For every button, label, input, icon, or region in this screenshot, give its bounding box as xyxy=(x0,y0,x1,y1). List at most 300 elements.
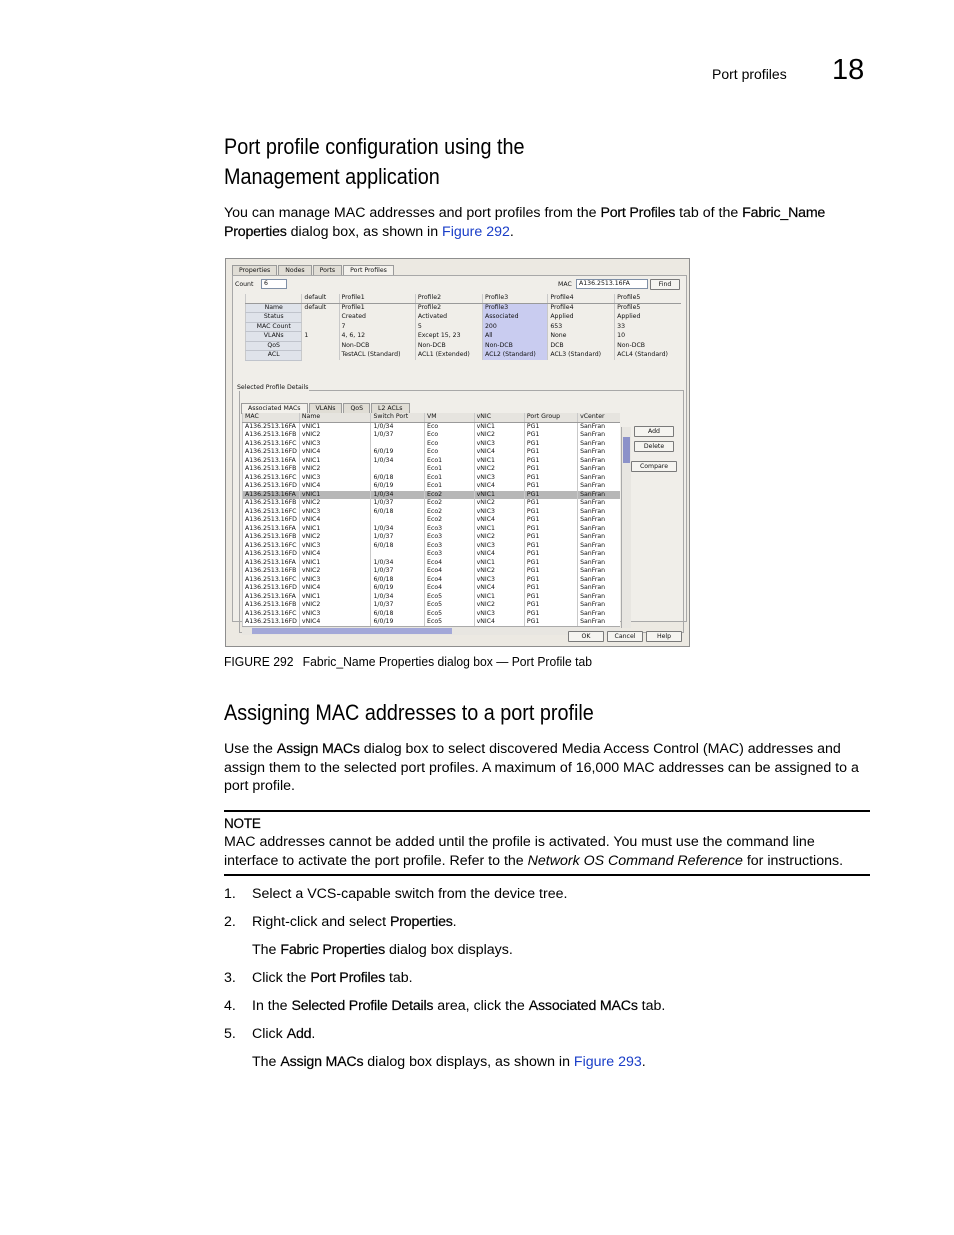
mac-cell: vNIC4 xyxy=(299,550,371,559)
step-3-number: 3. xyxy=(224,970,236,986)
profile-cell: TestACL (Standard) xyxy=(339,351,415,361)
mac-cell: 6/0/19 xyxy=(371,584,425,593)
mac-cell: SanFran xyxy=(578,491,620,500)
mac-table-row[interactable] xyxy=(243,482,621,491)
mac-cell: vNIC1 xyxy=(474,559,524,568)
mac-cell: 1/0/37 xyxy=(371,601,425,610)
assign-macs-paragraph xyxy=(224,740,870,796)
selected-profile-details-label: Selected Profile Details xyxy=(237,384,309,391)
mac-cell: A136.2513.16FC xyxy=(243,474,300,483)
text-run: tab of the xyxy=(675,205,743,221)
mac-cell: A136.2513.16FD xyxy=(243,482,300,491)
mac-cell: 1/0/34 xyxy=(371,559,425,568)
mac-cell: vNIC1 xyxy=(474,491,524,500)
text-run: tab. xyxy=(637,998,666,1014)
mac-cell: PG1 xyxy=(524,465,577,474)
mac-table-row[interactable] xyxy=(243,542,621,551)
mac-cell: Eco2 xyxy=(425,491,475,500)
mac-table-vertical-scrollbar[interactable] xyxy=(621,427,631,628)
mac-label: MAC xyxy=(558,281,572,288)
step-4-text xyxy=(252,997,665,1015)
mac-cell: A136.2513.16FC xyxy=(243,542,300,551)
mac-cell: Eco3 xyxy=(425,542,475,551)
profile-column-header[interactable] xyxy=(246,294,302,303)
mac-cell: vNIC2 xyxy=(474,431,524,440)
figure-292-link[interactable]: Figure 292 xyxy=(442,223,510,240)
profile-cell: ACL3 (Standard) xyxy=(548,351,615,361)
mac-cell: PG1 xyxy=(524,542,577,551)
profile-column-header[interactable]: Profile2 xyxy=(415,294,482,303)
mac-table-row[interactable] xyxy=(243,593,621,602)
text-run: Use the xyxy=(224,741,277,757)
mac-table-header xyxy=(243,413,621,422)
mac-cell: SanFran xyxy=(578,516,620,525)
mac-cell: PG1 xyxy=(524,618,577,627)
mac-table-row[interactable] xyxy=(243,559,621,568)
mac-cell: A136.2513.16FC xyxy=(243,508,300,517)
profile-cell xyxy=(302,322,339,332)
mac-cell: A136.2513.16FB xyxy=(243,499,300,508)
step-5-text xyxy=(252,1025,315,1043)
mac-cell: vNIC4 xyxy=(299,584,371,593)
mac-cell: 1/0/34 xyxy=(371,491,425,500)
mac-table-row[interactable] xyxy=(243,584,621,593)
ui-term: Port Profiles xyxy=(310,970,386,986)
section-heading-assigning-mac: Assigning MAC addresses to a port profile xyxy=(224,700,594,725)
mac-cell: SanFran xyxy=(578,508,620,517)
step-1-text: Select a VCS-capable switch from the device tree. xyxy=(252,886,568,902)
text-run: . xyxy=(641,1054,646,1070)
mac-cell: 1/0/34 xyxy=(371,593,425,602)
mac-table-row[interactable] xyxy=(243,440,621,449)
text-run: The xyxy=(252,1054,281,1070)
profile-cell: Profile2 xyxy=(415,303,482,313)
mac-cell xyxy=(371,465,425,474)
mac-cell: A136.2513.16FB xyxy=(243,465,300,474)
mac-cell: vNIC3 xyxy=(299,474,371,483)
mac-table-row[interactable] xyxy=(243,550,621,559)
cancel-button[interactable]: Cancel xyxy=(607,631,643,642)
text-run: Click the xyxy=(252,970,311,986)
ui-term: Fabric_Name xyxy=(742,205,826,221)
profile-table-row[interactable] xyxy=(246,313,682,323)
mac-cell: SanFran xyxy=(578,559,620,568)
profile-table xyxy=(245,294,681,361)
figure-caption xyxy=(224,654,592,669)
find-button[interactable]: Find xyxy=(650,279,680,290)
mac-cell: 1/0/37 xyxy=(371,499,425,508)
mac-cell: vNIC3 xyxy=(474,508,524,517)
mac-cell: vNIC1 xyxy=(474,457,524,466)
mac-table-row[interactable] xyxy=(243,610,621,619)
tab-nodes[interactable]: Nodes xyxy=(278,265,311,275)
profile-cell: Non-DCB xyxy=(482,341,547,351)
help-button[interactable]: Help xyxy=(646,631,682,642)
mac-cell: A136.2513.16FD xyxy=(243,516,300,525)
text-run: . xyxy=(311,1026,316,1042)
mac-cell: PG1 xyxy=(524,550,577,559)
mac-cell: Eco5 xyxy=(425,593,475,602)
mac-cell: A136.2513.16FD xyxy=(243,618,300,627)
mac-cell: 6/0/18 xyxy=(371,610,425,619)
mac-cell: SanFran xyxy=(578,542,620,551)
note-top-rule xyxy=(224,810,870,812)
chapter-number: 18 xyxy=(832,54,865,86)
mac-cell: PG1 xyxy=(524,516,577,525)
mac-cell xyxy=(371,516,425,525)
mac-cell: PG1 xyxy=(524,440,577,449)
section-heading-port-profile-config xyxy=(224,132,524,192)
tab-properties[interactable]: Properties xyxy=(232,265,277,275)
mac-cell: A136.2513.16FB xyxy=(243,533,300,542)
mac-cell: vNIC1 xyxy=(299,525,371,534)
mac-cell: SanFran xyxy=(578,533,620,542)
profile-table-header xyxy=(246,294,682,303)
profile-cell: All xyxy=(482,332,547,342)
mac-cell: vNIC2 xyxy=(299,601,371,610)
mac-cell: Eco3 xyxy=(425,533,475,542)
profile-row-label: QoS xyxy=(246,341,302,351)
mac-cell: vNIC2 xyxy=(299,431,371,440)
profile-row-label: Name xyxy=(246,303,302,313)
text-run: Right-click and select xyxy=(252,914,390,930)
mac-cell: A136.2513.16FB xyxy=(243,431,300,440)
mac-column-header[interactable]: Switch Port xyxy=(371,413,425,422)
note-text xyxy=(224,833,870,870)
mac-cell: Eco5 xyxy=(425,618,475,627)
mac-cell: SanFran xyxy=(578,482,620,491)
delete-button[interactable]: Delete xyxy=(634,441,674,452)
text-run: dialog box, as shown in xyxy=(286,223,443,240)
mac-cell: vNIC1 xyxy=(474,593,524,602)
profile-cell: Non-DCB xyxy=(339,341,415,351)
profile-cell: ACL1 (Extended) xyxy=(415,351,482,361)
mac-cell: A136.2513.16FC xyxy=(243,440,300,449)
mac-column-header[interactable]: Name xyxy=(299,413,371,422)
figure-293-link[interactable]: Figure 293 xyxy=(573,1054,642,1070)
profile-cell: ACL4 (Standard) xyxy=(615,351,681,361)
mac-cell: vNIC1 xyxy=(299,457,371,466)
mac-cell: vNIC4 xyxy=(299,482,371,491)
profile-cell: 1 xyxy=(302,332,339,342)
text-run: MAC addresses cannot be added until the profile is activated. You must use the command line interface to activate the port profile. Refer to the xyxy=(224,834,815,869)
mac-cell xyxy=(371,440,425,449)
mac-cell: vNIC3 xyxy=(299,610,371,619)
profile-column-header[interactable]: Profile1 xyxy=(339,294,415,303)
mac-cell: vNIC1 xyxy=(299,593,371,602)
profile-cell: Profile3 xyxy=(482,303,547,313)
profile-cell: Profile5 xyxy=(615,303,681,313)
compare-button[interactable]: Compare xyxy=(631,461,677,472)
mac-cell: SanFran xyxy=(578,610,620,619)
mac-table-row[interactable] xyxy=(243,499,621,508)
mac-cell: SanFran xyxy=(578,457,620,466)
mac-table-row[interactable] xyxy=(243,457,621,466)
mac-cell: A136.2513.16FA xyxy=(243,491,300,500)
text-run: tab. xyxy=(385,970,413,986)
mac-cell: Eco4 xyxy=(425,567,475,576)
profile-cell xyxy=(302,313,339,323)
heading-line-2: Management application xyxy=(224,164,440,189)
profile-cell: 10 xyxy=(615,332,681,342)
step-5-number: 5. xyxy=(224,1026,236,1042)
tab-qos[interactable]: QoS xyxy=(343,403,370,413)
mac-cell: PG1 xyxy=(524,499,577,508)
mac-cell: vNIC1 xyxy=(299,559,371,568)
profile-cell: None xyxy=(548,332,615,342)
profile-table-row[interactable] xyxy=(246,351,682,361)
mac-table-row[interactable] xyxy=(243,431,621,440)
mac-cell: 1/0/37 xyxy=(371,431,425,440)
mac-table-row[interactable] xyxy=(243,508,621,517)
mac-cell: A136.2513.16FA xyxy=(243,559,300,568)
scroll-thumb[interactable] xyxy=(623,437,630,463)
dialog-tabs xyxy=(232,265,395,275)
mac-table-row[interactable] xyxy=(243,533,621,542)
mac-cell: vNIC2 xyxy=(474,499,524,508)
text-run: The xyxy=(252,942,281,958)
mac-table-row[interactable] xyxy=(243,448,621,457)
profile-cell xyxy=(302,351,339,361)
scroll-thumb[interactable] xyxy=(252,628,452,634)
profile-cell xyxy=(302,341,339,351)
mac-cell: Eco4 xyxy=(425,559,475,568)
mac-cell: vNIC3 xyxy=(299,542,371,551)
mac-table-row[interactable] xyxy=(243,576,621,585)
step-2-number: 2. xyxy=(224,914,236,930)
mac-cell: PG1 xyxy=(524,576,577,585)
mac-cell: 1/0/34 xyxy=(371,457,425,466)
add-button[interactable]: Add xyxy=(634,426,674,437)
profile-cell: default xyxy=(302,303,339,313)
mac-table-row[interactable] xyxy=(243,465,621,474)
profile-table-row[interactable] xyxy=(246,322,682,332)
tab-l2-acls[interactable]: L2 ACLs xyxy=(371,403,409,413)
ui-term: Assign MACs xyxy=(280,1054,364,1070)
mac-cell: A136.2513.16FC xyxy=(243,576,300,585)
profile-cell: ACL2 (Standard) xyxy=(482,351,547,361)
mac-cell: SanFran xyxy=(578,525,620,534)
mac-cell: vNIC3 xyxy=(474,576,524,585)
note-label: NOTE xyxy=(224,816,261,831)
profile-column-header[interactable]: Profile3 xyxy=(482,294,547,303)
mac-cell: vNIC4 xyxy=(474,584,524,593)
mac-cell: Eco5 xyxy=(425,610,475,619)
profile-cell: Created xyxy=(339,313,415,323)
figure-caption-text: Fabric_Name Properties dialog box — Port Profile tab xyxy=(302,654,592,669)
profile-cell: Non-DCB xyxy=(415,341,482,351)
profile-cell: 653 xyxy=(548,322,615,332)
mac-cell: A136.2513.16FC xyxy=(243,610,300,619)
mac-cell: vNIC2 xyxy=(474,601,524,610)
chapter-title: Port profiles xyxy=(712,66,787,82)
text-run: area, click the xyxy=(433,998,529,1014)
mac-column-header[interactable]: Port Group xyxy=(524,413,577,422)
profile-table-row[interactable] xyxy=(246,332,682,342)
mac-cell: vNIC4 xyxy=(299,618,371,627)
mac-cell: Eco3 xyxy=(425,550,475,559)
mac-cell: SanFran xyxy=(578,474,620,483)
mac-cell: Eco1 xyxy=(425,474,475,483)
figure-label: FIGURE 292 xyxy=(224,654,294,669)
mac-cell: vNIC3 xyxy=(474,474,524,483)
mac-cell: vNIC3 xyxy=(299,576,371,585)
mac-cell: vNIC2 xyxy=(474,533,524,542)
mac-table-row[interactable] xyxy=(243,567,621,576)
mac-cell: vNIC3 xyxy=(474,542,524,551)
associated-macs-table xyxy=(242,413,620,627)
step-2-text xyxy=(252,913,457,931)
profile-cell: Applied xyxy=(548,313,615,323)
mac-cell: PG1 xyxy=(524,482,577,491)
mac-cell: Eco4 xyxy=(425,576,475,585)
mac-table-row[interactable] xyxy=(243,491,621,500)
profile-cell: DCB xyxy=(548,341,615,351)
mac-column-header[interactable]: vCenter xyxy=(578,413,620,422)
mac-cell: PG1 xyxy=(524,593,577,602)
mac-cell: Eco1 xyxy=(425,465,475,474)
mac-cell: SanFran xyxy=(578,431,620,440)
mac-cell: PG1 xyxy=(524,525,577,534)
profile-column-header[interactable]: default xyxy=(302,294,339,303)
profile-table-row[interactable] xyxy=(246,341,682,351)
mac-cell: 6/0/18 xyxy=(371,508,425,517)
tab-port-profiles[interactable]: Port Profiles xyxy=(343,265,394,276)
profile-row-label: VLANs xyxy=(246,332,302,342)
mac-cell: vNIC4 xyxy=(474,482,524,491)
profile-cell: 5 xyxy=(415,322,482,332)
mac-cell: PG1 xyxy=(524,431,577,440)
mac-cell: SanFran xyxy=(578,584,620,593)
tab-ports[interactable]: Ports xyxy=(313,265,343,275)
profile-cell: Associated xyxy=(482,313,547,323)
ui-term: Fabric Properties xyxy=(280,942,386,958)
mac-cell: 1/0/34 xyxy=(371,422,425,431)
ok-button[interactable]: OK xyxy=(568,631,604,642)
mac-cell: PG1 xyxy=(524,457,577,466)
mac-cell: PG1 xyxy=(524,448,577,457)
mac-cell: Eco2 xyxy=(425,508,475,517)
text-run: for instructions. xyxy=(742,852,844,869)
mac-table-row[interactable] xyxy=(243,525,621,534)
profile-cell: Except 15, 23 xyxy=(415,332,482,342)
tab-vlans[interactable]: VLANs xyxy=(309,403,343,413)
mac-cell: 6/0/18 xyxy=(371,474,425,483)
text-run: dialog box displays, as shown in xyxy=(363,1054,574,1070)
mac-cell: vNIC4 xyxy=(474,448,524,457)
mac-cell: 6/0/18 xyxy=(371,576,425,585)
ui-term: Associated MACs xyxy=(528,998,638,1014)
mac-cell: 6/0/19 xyxy=(371,448,425,457)
mac-cell: 6/0/19 xyxy=(371,618,425,627)
mac-cell: PG1 xyxy=(524,422,577,431)
note-bottom-rule xyxy=(224,874,870,876)
reference-title: Network OS Command Reference xyxy=(527,852,743,869)
intro-paragraph xyxy=(224,204,870,241)
mac-cell: PG1 xyxy=(524,508,577,517)
text-run: . xyxy=(452,914,457,930)
text-run: Click xyxy=(252,1026,287,1042)
tab-associated-macs[interactable]: Associated MACs xyxy=(241,403,308,414)
mac-cell: vNIC4 xyxy=(299,516,371,525)
mac-cell: vNIC2 xyxy=(299,499,371,508)
mac-cell: SanFran xyxy=(578,618,620,627)
mac-cell: SanFran xyxy=(578,550,620,559)
profile-row-label: MAC Count xyxy=(246,322,302,332)
mac-cell: Eco2 xyxy=(425,499,475,508)
mac-cell: SanFran xyxy=(578,567,620,576)
mac-cell: A136.2513.16FD xyxy=(243,584,300,593)
mac-cell: vNIC1 xyxy=(474,525,524,534)
mac-cell: A136.2513.16FA xyxy=(243,457,300,466)
mac-cell: vNIC3 xyxy=(299,440,371,449)
mac-cell: 1/0/37 xyxy=(371,533,425,542)
mac-cell: SanFran xyxy=(578,499,620,508)
mac-cell: SanFran xyxy=(578,576,620,585)
mac-cell: 1/0/37 xyxy=(371,567,425,576)
profile-column-header[interactable]: Profile5 xyxy=(615,294,681,303)
profile-cell: Profile4 xyxy=(548,303,615,313)
profile-column-header[interactable]: Profile4 xyxy=(548,294,615,303)
mac-cell: Eco xyxy=(425,448,475,457)
text-run: dialog box to select discovered Media Access Control (MAC) addresses and assign them to the selected port profiles. A maximum of 16,000 MAC addresses can be assigned to a port profile. xyxy=(224,741,859,794)
mac-cell: PG1 xyxy=(524,533,577,542)
mac-cell: Eco3 xyxy=(425,525,475,534)
mac-cell: SanFran xyxy=(578,440,620,449)
profile-cell: 200 xyxy=(482,322,547,332)
ui-term: Port Profiles xyxy=(600,205,676,221)
mac-cell: SanFran xyxy=(578,448,620,457)
mac-cell: vNIC2 xyxy=(299,533,371,542)
mac-table-horizontal-scrollbar[interactable] xyxy=(242,626,620,635)
mac-cell: PG1 xyxy=(524,584,577,593)
mac-cell: Eco1 xyxy=(425,457,475,466)
mac-table-row[interactable] xyxy=(243,474,621,483)
mac-cell: vNIC3 xyxy=(474,610,524,619)
mac-table-row[interactable] xyxy=(243,516,621,525)
profile-cell: Profile1 xyxy=(339,303,415,313)
mac-cell: A136.2513.16FB xyxy=(243,567,300,576)
mac-column-header[interactable]: VM xyxy=(425,413,475,422)
step-4-number: 4. xyxy=(224,998,236,1014)
mac-cell: PG1 xyxy=(524,610,577,619)
profile-cell: Activated xyxy=(415,313,482,323)
profile-row-label: ACL xyxy=(246,351,302,361)
mac-cell: PG1 xyxy=(524,567,577,576)
step-3-text xyxy=(252,969,413,987)
step-1-number: 1. xyxy=(224,886,236,902)
ui-term: Assign MACs xyxy=(276,741,360,757)
profile-cell: 7 xyxy=(339,322,415,332)
ui-term: Add xyxy=(286,1026,312,1042)
ui-term: Properties xyxy=(390,914,453,930)
mac-column-header[interactable]: MAC xyxy=(243,413,300,422)
mac-cell: vNIC3 xyxy=(474,440,524,449)
mac-cell: SanFran xyxy=(578,601,620,610)
mac-column-header[interactable]: vNIC xyxy=(474,413,524,422)
mac-cell: PG1 xyxy=(524,491,577,500)
mac-table-row[interactable] xyxy=(243,422,621,431)
mac-table-row[interactable] xyxy=(243,601,621,610)
step-5-result xyxy=(252,1053,646,1071)
profile-cell: Applied xyxy=(615,313,681,323)
mac-search-input[interactable]: A136.2513.16FA xyxy=(576,279,648,289)
profile-table-row[interactable] xyxy=(246,303,682,313)
mac-cell: SanFran xyxy=(578,465,620,474)
mac-cell: vNIC4 xyxy=(474,516,524,525)
mac-cell: Eco xyxy=(425,422,475,431)
mac-cell: vNIC2 xyxy=(474,567,524,576)
